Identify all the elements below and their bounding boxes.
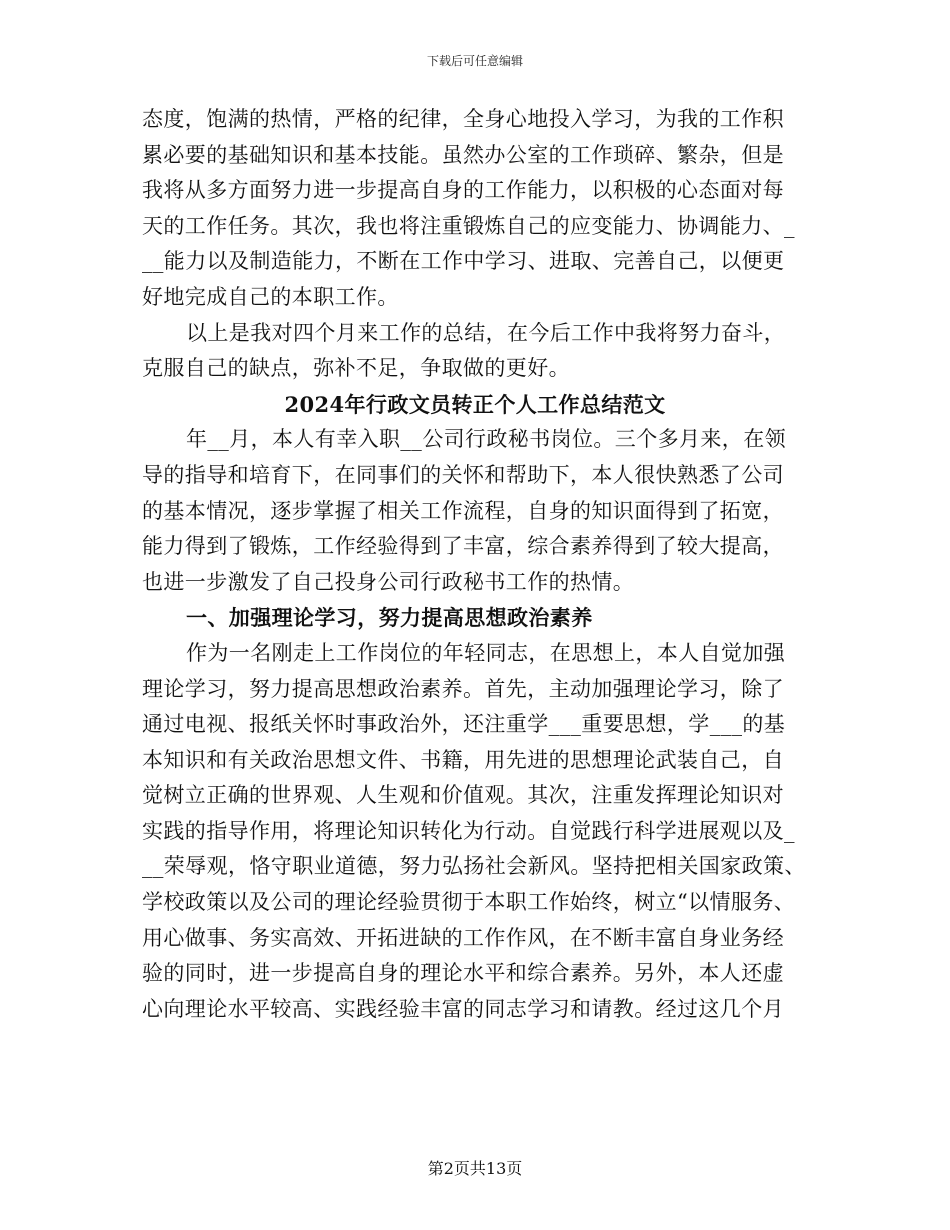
page-header: 下载后可任意编辑	[426, 54, 523, 68]
paragraph-line: 用心做事、务实高效、开拓进缺的工作作风，在不断丰富自身业务经	[142, 925, 784, 950]
page-footer: 第2页共13页	[427, 1159, 523, 1178]
paragraph-line: 天的工作任务。其次，我也将注重锻炼自己的应变能力、协调能力、_	[142, 213, 795, 238]
paragraph-line: 能力得到了锻炼，工作经验得到了丰富，综合素养得到了较大提高，	[142, 534, 784, 559]
paragraph-line: __能力以及制造能力，不断在工作中学习、进取、完善自己，以便更	[142, 249, 785, 274]
paragraph-line: 好地完成自己的本职工作。	[142, 284, 399, 309]
paragraph-line: 本知识和有关政治思想文件、书籍，用先进的思想理论武装自己，自	[142, 747, 784, 772]
paragraph-line: 通过电视、报纸关怀时事政治外，还注重学___重要思想，学___的基	[142, 712, 786, 737]
paragraph-line: 累必要的基础知识和基本技能。虽然办公室的工作琐碎、繁杂，但是	[142, 142, 784, 167]
section-heading: 一、加强理论学习，努力提高思想政治素养	[186, 605, 593, 631]
paragraph-line: 年__月，本人有幸入职__公司行政秘书岗位。三个多月来，在领	[186, 427, 786, 452]
paragraph-line: 导的指导和培育下，在同事们的关怀和帮助下，本人很快熟悉了公司	[142, 462, 784, 487]
paragraph-line: 心向理论水平较高、实践经验丰富的同志学习和请教。经过这几个月	[142, 996, 784, 1021]
paragraph-line: 也进一步激发了自己投身公司行政秘书工作的热情。	[142, 569, 635, 594]
paragraph-line: 学校政策以及公司的理论经验贯彻于本职工作始终，树立“以情服务、	[142, 890, 796, 915]
paragraph-line: 态度，饱满的热情，严格的纪律，全身心地投入学习，为我的工作积	[142, 107, 784, 131]
paragraph-line: 作为一名刚走上工作岗位的年轻同志，在思想上，本人自觉加强	[186, 640, 786, 665]
paragraph-line: __荣辱观，恪守职业道德，努力弘扬社会新风。坚持把相关国家政策、	[142, 854, 806, 879]
section-title: 2024年行政文员转正个人工作总结范文	[284, 391, 666, 417]
paragraph-line: 克服自己的缺点，弥补不足，争取做的更好。	[142, 356, 570, 381]
paragraph-line: 以上是我对四个月来工作的总结，在今后工作中我将努力奋斗，	[186, 320, 786, 345]
paragraph-line: 我将从多方面努力进一步提高自身的工作能力，以积极的心态面对每	[142, 178, 784, 203]
paragraph-line: 验的同时，进一步提高自身的理论水平和综合素养。另外，本人还虚	[142, 961, 784, 986]
paragraph-line: 理论学习，努力提高思想政治素养。首先，主动加强理论学习，除了	[142, 676, 784, 701]
document-body	[142, 102, 808, 1027]
paragraph-line: 的基本情况，逐步掌握了相关工作流程，自身的知识面得到了拓宽，	[142, 498, 784, 523]
paragraph-line: 实践的指导作用，将理论知识转化为行动。自觉践行科学进展观以及_	[142, 818, 795, 843]
paragraph-line: 觉树立正确的世界观、人生观和价值观。其次，注重发挥理论知识对	[142, 783, 784, 808]
